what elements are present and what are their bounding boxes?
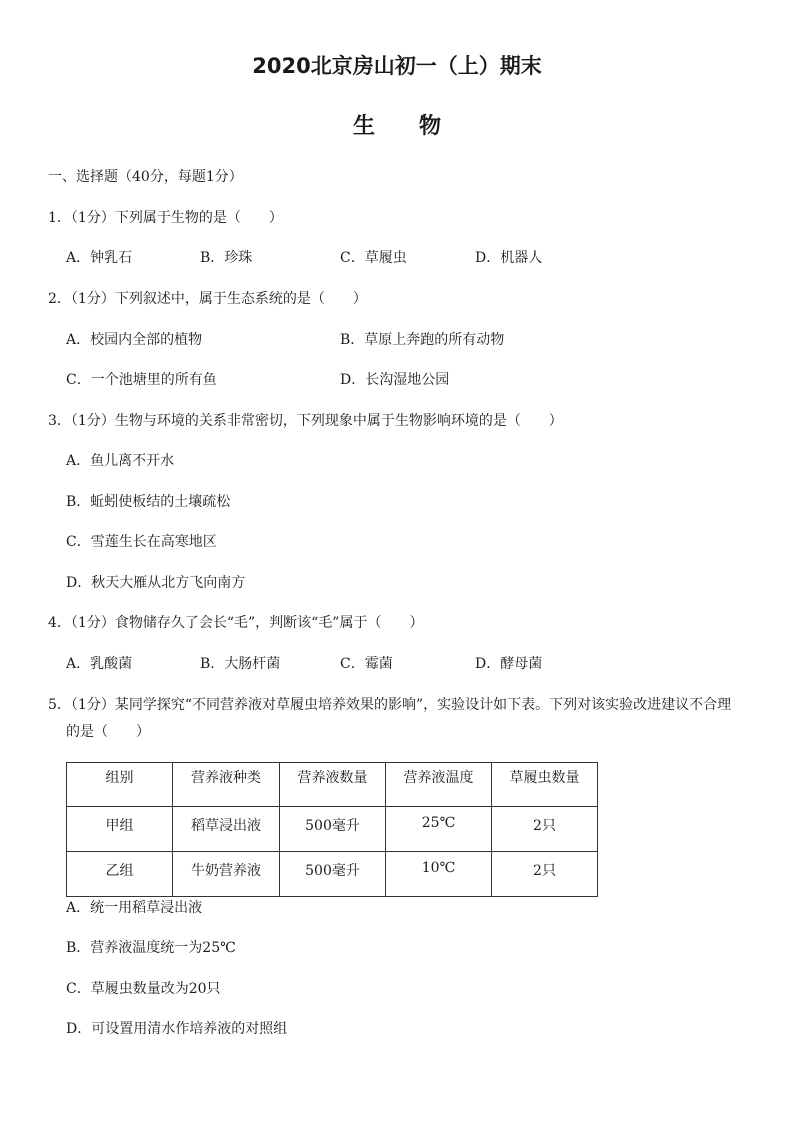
question-5-option-b: B．营养液温度统一为25℃ <box>66 940 236 956</box>
table-cell: 乙组 <box>67 852 173 897</box>
section-heading: 一、选择题（40分，每题1分） <box>48 169 243 185</box>
table-row <box>67 807 598 852</box>
question-5-stem-line-1: 5．（1分）某同学探究“不同营养液对草履虫培养效果的影响”，实验设计如下表。下列对该实验改进建议不合理 <box>48 697 732 713</box>
table-cell: 稻草浸出液 <box>173 807 280 852</box>
question-1-option-d: D．机器人 <box>475 250 543 266</box>
subject-title: 生物 <box>352 114 485 139</box>
table-cell: 2只 <box>492 852 598 897</box>
question-1-option-a: A．钟乳石 <box>66 250 133 266</box>
question-4-option-a: A．乳酸菌 <box>66 656 133 672</box>
table-cell: 牛奶营养液 <box>173 852 280 897</box>
question-5-option-c: C．草履虫数量改为20只 <box>66 981 221 997</box>
question-4-stem: 4．（1分）食物储存久了会长“毛”，判断该“毛”属于（ ） <box>48 615 424 631</box>
question-3-option-c: C．雪莲生长在高寒地区 <box>66 534 217 550</box>
table-header-cell: 营养液种类 <box>173 763 280 807</box>
table-header-row <box>67 763 598 807</box>
table-cell: 2只 <box>492 807 598 852</box>
question-3-option-a: A．鱼儿离不开水 <box>66 453 175 469</box>
question-1-stem: 1．（1分）下列属于生物的是（ ） <box>48 210 283 226</box>
question-4-option-d: D．酵母菌 <box>475 656 543 672</box>
table-header-cell: 营养液温度 <box>386 763 492 807</box>
table-header-cell: 草履虫数量 <box>492 763 598 807</box>
question-1-option-b: B．珍珠 <box>200 250 253 266</box>
question-4-option-c: C．霉菌 <box>340 656 393 672</box>
experiment-table <box>66 762 598 897</box>
table-cell: 500毫升 <box>280 807 386 852</box>
question-2-option-c: C．一个池塘里的所有鱼 <box>66 372 217 388</box>
question-1-option-c: C．草履虫 <box>340 250 407 266</box>
table-cell: 10℃ <box>386 852 492 897</box>
question-3-option-d: D．秋天大雁从北方飞向南方 <box>66 575 246 591</box>
table-header-cell: 营养液数量 <box>280 763 386 807</box>
question-2-stem: 2．（1分）下列叙述中，属于生态系统的是（ ） <box>48 291 367 307</box>
question-5-option-a: A．统一用稻草浸出液 <box>66 900 203 916</box>
question-3-option-b: B．蚯蚓使板结的土壤疏松 <box>66 494 231 510</box>
question-2-option-a: A．校园内全部的植物 <box>66 332 203 348</box>
page-title: 2020北京房山初一（上）期末 <box>252 54 542 78</box>
table-header-cell: 组别 <box>67 763 173 807</box>
table-cell: 25℃ <box>386 807 492 852</box>
question-4-option-b: B．大肠杆菌 <box>200 656 281 672</box>
table-cell: 甲组 <box>67 807 173 852</box>
question-5-option-d: D．可设置用清水作培养液的对照组 <box>66 1021 288 1037</box>
question-5-stem-line-2: 的是（ ） <box>66 724 150 740</box>
question-2-option-d: D．长沟湿地公园 <box>340 372 450 388</box>
table-row <box>67 852 598 897</box>
question-2-option-b: B．草原上奔跑的所有动物 <box>340 332 505 348</box>
question-3-stem: 3．（1分）生物与环境的关系非常密切，下列现象中属于生物影响环境的是（ ） <box>48 413 563 429</box>
table-cell: 500毫升 <box>280 852 386 897</box>
